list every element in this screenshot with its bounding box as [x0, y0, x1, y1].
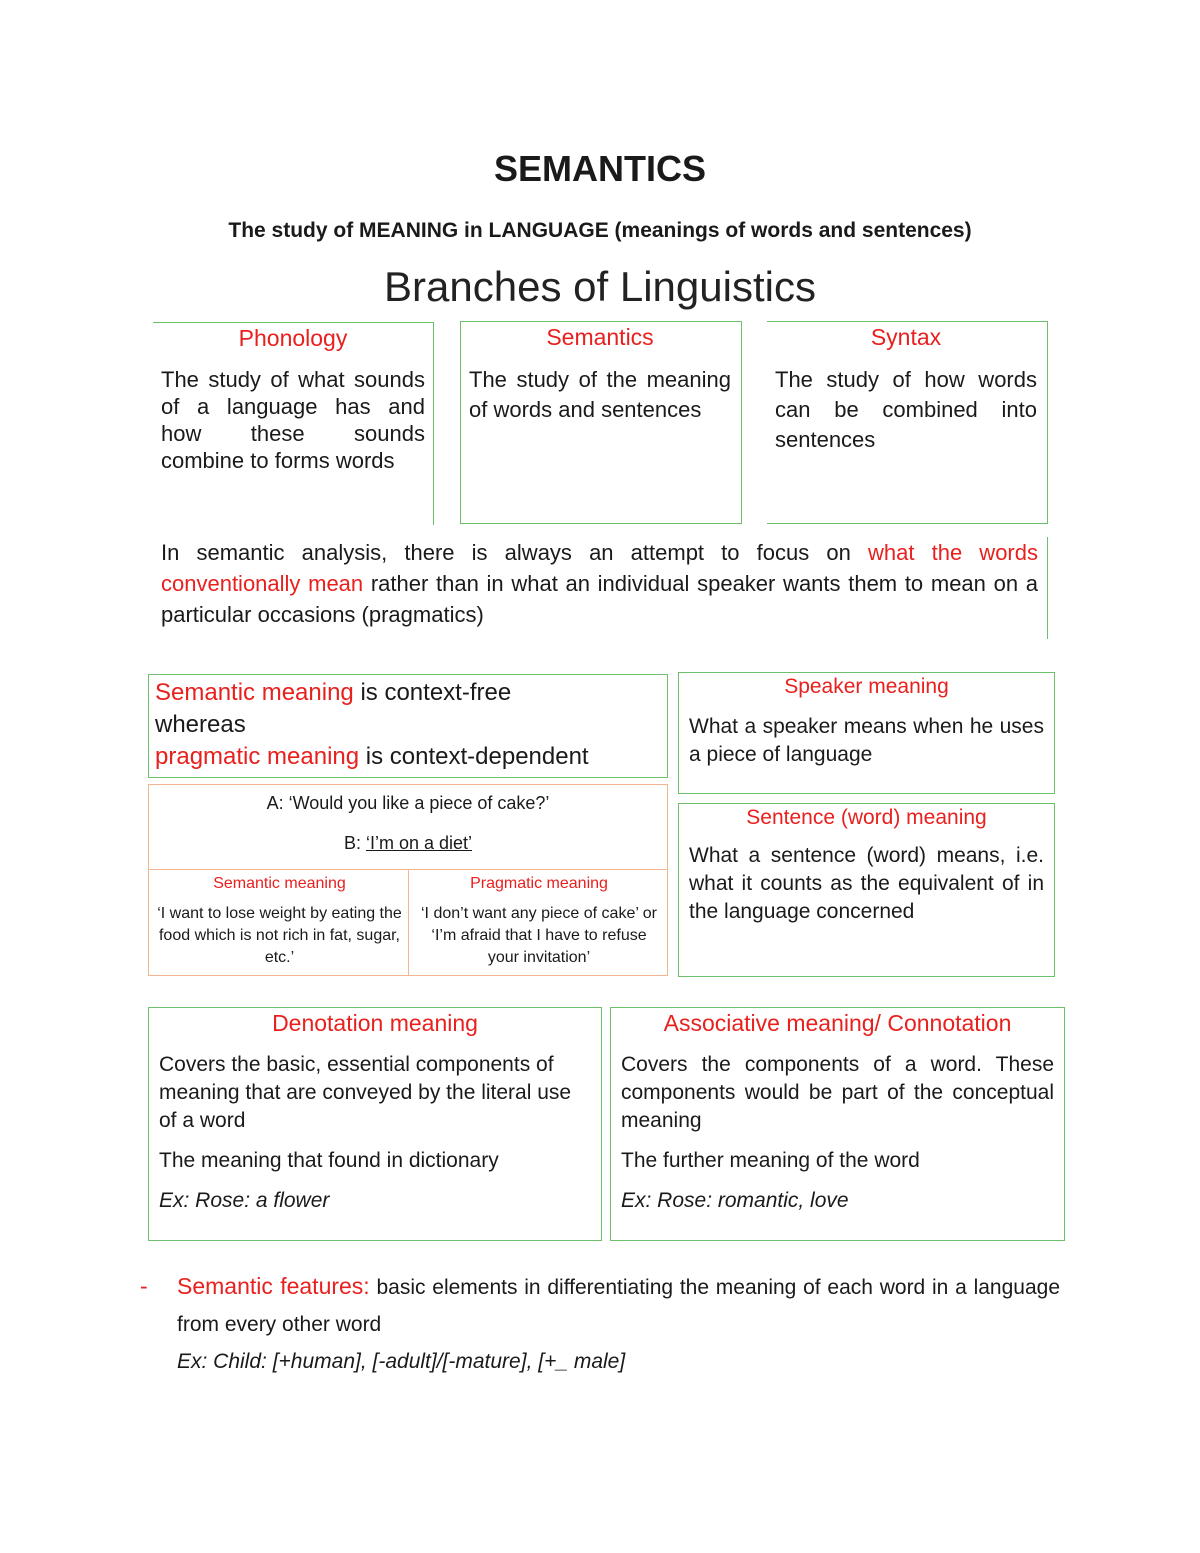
denotation-title: Denotation meaning: [272, 1010, 478, 1036]
dialog-line-b: [149, 833, 667, 854]
syntax-body: The study of how words can be combined into sentences: [775, 367, 1037, 452]
pragmatic-example-title: Pragmatic meaning: [470, 875, 608, 892]
pragmatic-example-text: ‘I don’t want any piece of cake’ or ‘I’m afraid that I have to refuse your invitation’: [421, 905, 657, 966]
associative-title: Associative meaning/ Connotation: [663, 1010, 1012, 1036]
sentence-meaning-title: Sentence (word) meaning: [746, 806, 987, 829]
semantic-features-term: Semantic features:: [177, 1273, 370, 1299]
semantic-context-line: [155, 677, 661, 709]
syntax-title: Syntax: [870, 324, 942, 350]
speaker-meaning-body: What a speaker means when he uses a piece of language: [689, 715, 1044, 766]
semantics-box: [460, 321, 742, 524]
semantic-example-text: ‘I want to lose weight by eating the food which is not rich in fat, sugar, etc.’: [157, 905, 402, 966]
semantic-context-rest: is context-free: [353, 679, 512, 706]
example-column-divider: [408, 869, 409, 975]
associative-further: The further meaning of the word: [621, 1149, 920, 1172]
page-title: SEMANTICS: [493, 148, 706, 189]
denotation-definition: Covers the basic, essential components of meaning that are conveyed by the literal use of a word: [159, 1053, 572, 1132]
pragmatic-context-line: [155, 741, 661, 773]
whereas-word: whereas: [155, 711, 246, 738]
pragmatic-example-column: [414, 873, 664, 969]
dialog-example-box: [148, 784, 668, 976]
pragmatic-context-rest: is context-dependent: [359, 743, 589, 770]
semantic-example-title: Semantic meaning: [213, 875, 346, 892]
semantic-example-column: [157, 873, 402, 969]
speaker-meaning-box: [678, 672, 1055, 794]
dialog-line-b-quote: ‘I’m on a diet’: [365, 833, 473, 853]
sentence-meaning-box: [678, 803, 1055, 977]
phonology-body: The study of what sounds of a language has and how these sounds combine to forms words: [161, 367, 425, 473]
analysis-highlight: what the words conventionally mean: [161, 540, 1038, 596]
branches-heading: Branches of Linguistics: [384, 263, 816, 310]
semantic-features-text: [177, 1268, 1060, 1343]
analysis-intro: In semantic analysis, there is always an attempt to focus on: [161, 540, 868, 565]
denotation-example: Ex: Rose: a flower: [159, 1189, 330, 1212]
phonology-box: [153, 322, 434, 525]
associative-box: [610, 1007, 1065, 1241]
denotation-dictionary: The meaning that found in dictionary: [159, 1149, 499, 1172]
list-bullet: -: [140, 1273, 148, 1299]
semantics-title: Semantics: [546, 324, 654, 350]
semantic-meaning-term: Semantic meaning: [155, 679, 354, 706]
syntax-box: [767, 321, 1048, 524]
semantic-features-item: [140, 1268, 1060, 1380]
semantics-body: The study of the meaning of words and sentences: [469, 367, 731, 422]
dialog-line-a: A: ‘Would you like a piece of cake?’: [266, 793, 550, 813]
analysis-rest: rather than in what an individual speaker wants them to mean on a particular occasions (pragmatics): [161, 571, 1038, 627]
semantic-features-example: Ex: Child: [+human], [-adult]/[-mature], [+_ male]: [177, 1350, 626, 1373]
context-box: [148, 674, 668, 778]
associative-definition: Covers the components of a word. These components would be part of the conceptual meaning: [621, 1053, 1054, 1132]
pragmatic-meaning-term: pragmatic meaning: [155, 743, 360, 770]
dialog-line-b-prefix: B:: [343, 833, 366, 853]
semantic-analysis-note: [152, 537, 1048, 639]
denotation-box: [148, 1007, 602, 1241]
speaker-meaning-title: Speaker meaning: [784, 675, 949, 698]
page-subtitle: The study of MEANING in LANGUAGE (meanings of words and sentences): [228, 219, 972, 242]
associative-example: Ex: Rose: romantic, love: [621, 1189, 849, 1212]
semantic-features-definition: basic elements in differentiating the meaning of each word in a language from every other word: [177, 1276, 1060, 1336]
phonology-title: Phonology: [238, 325, 348, 351]
sentence-meaning-body: What a sentence (word) means, i.e. what it counts as the equivalent of in the language concerned: [689, 844, 1044, 923]
